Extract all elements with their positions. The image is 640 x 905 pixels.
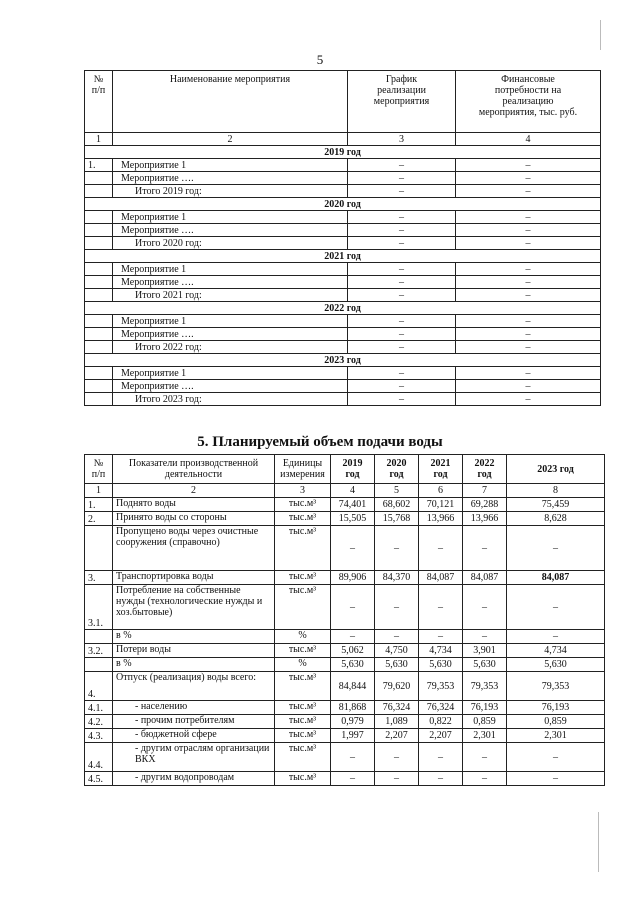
value-cell: –: [375, 630, 419, 644]
indicator-name: Отпуск (реализация) воды всего:: [113, 672, 275, 701]
table2-header-cell: 2022 год: [463, 455, 507, 484]
table1-row: [85, 315, 601, 328]
table1-colnum-cell: 4: [456, 133, 601, 146]
value-cell: –: [331, 630, 375, 644]
table2-row: [85, 715, 605, 729]
table1-colnum-cell: 3: [348, 133, 456, 146]
schedule-cell: –: [348, 211, 456, 224]
table1-row: [85, 380, 601, 393]
finance-cell: –: [456, 380, 601, 393]
scan-mark: [600, 20, 601, 50]
table2-colnum-cell: 2: [113, 484, 275, 498]
indicator-name: - населению: [113, 701, 275, 715]
indicator-name: Потери воды: [113, 644, 275, 658]
value-cell: 74,401: [331, 498, 375, 512]
row-number: [85, 224, 113, 237]
table1-year-row: [85, 354, 601, 367]
value-cell: 4,734: [419, 644, 463, 658]
value-cell: –: [331, 743, 375, 772]
row-number: [85, 380, 113, 393]
measure-name: Мероприятие ….: [113, 276, 348, 289]
row-number: [85, 328, 113, 341]
finance-cell: –: [456, 393, 601, 406]
table2-row: [85, 772, 605, 786]
value-cell: –: [507, 585, 605, 630]
unit-cell: тыс.м³: [275, 644, 331, 658]
table1-header-cell: Финансовые потребности на реализацию мероприятия, тыс. руб.: [456, 71, 601, 133]
value-cell: 0,859: [507, 715, 605, 729]
row-number: [85, 630, 113, 644]
schedule-cell: –: [348, 263, 456, 276]
table1-row: [85, 276, 601, 289]
value-cell: –: [331, 772, 375, 786]
indicator-name: - другим отраслям организации ВКХ: [113, 743, 275, 772]
schedule-cell: –: [348, 276, 456, 289]
value-cell: –: [507, 630, 605, 644]
value-cell: –: [463, 585, 507, 630]
value-cell: –: [331, 526, 375, 571]
row-number: 4.2.: [85, 715, 113, 729]
value-cell: –: [331, 585, 375, 630]
water-supply-table: [84, 454, 605, 786]
value-cell: 84,844: [331, 672, 375, 701]
measure-name: Мероприятие 1: [113, 211, 348, 224]
row-number: 4.4.: [85, 743, 113, 772]
row-number: [85, 237, 113, 250]
table1-header-cell: График реализации мероприятия: [348, 71, 456, 133]
value-cell: 68,602: [375, 498, 419, 512]
value-cell: 76,324: [419, 701, 463, 715]
unit-cell: тыс.м³: [275, 701, 331, 715]
finance-cell: –: [456, 263, 601, 276]
value-cell: 0,979: [331, 715, 375, 729]
table1-row: [85, 341, 601, 354]
year-heading: 2020 год: [85, 198, 601, 211]
value-cell: –: [419, 743, 463, 772]
table2-colnum-cell: 5: [375, 484, 419, 498]
table1-header-cell: № п/п: [85, 71, 113, 133]
value-cell: 84,087: [507, 571, 605, 585]
measure-name: Итого 2021 год:: [113, 289, 348, 302]
finance-cell: –: [456, 237, 601, 250]
measure-name: Итого 2022 год:: [113, 341, 348, 354]
table1-row: [85, 159, 601, 172]
section-title: 5. Планируемый объем подачи воды: [197, 434, 443, 450]
row-number: 1.: [85, 498, 113, 512]
indicator-name: - бюджетной сфере: [113, 729, 275, 743]
measure-name: Мероприятие ….: [113, 224, 348, 237]
table2-colnum-cell: 1: [85, 484, 113, 498]
row-number: 3.1.: [85, 585, 113, 630]
table2-row: [85, 630, 605, 644]
table2-row: [85, 585, 605, 630]
measure-name: Мероприятие 1: [113, 263, 348, 276]
value-cell: 0,859: [463, 715, 507, 729]
unit-cell: %: [275, 658, 331, 672]
value-cell: 76,324: [375, 701, 419, 715]
value-cell: –: [463, 630, 507, 644]
schedule-cell: –: [348, 367, 456, 380]
indicator-name: Пропущено воды через очистные сооружения (справочно): [113, 526, 275, 571]
value-cell: 2,207: [419, 729, 463, 743]
value-cell: –: [375, 743, 419, 772]
unit-cell: тыс.м³: [275, 498, 331, 512]
indicator-name: - прочим потребителям: [113, 715, 275, 729]
value-cell: 13,966: [463, 512, 507, 526]
year-heading: 2022 год: [85, 302, 601, 315]
row-number: 2.: [85, 512, 113, 526]
finance-cell: –: [456, 224, 601, 237]
row-number: 4.: [85, 672, 113, 701]
value-cell: 5,630: [375, 658, 419, 672]
schedule-cell: –: [348, 172, 456, 185]
unit-cell: тыс.м³: [275, 772, 331, 786]
measure-name: Мероприятие ….: [113, 380, 348, 393]
value-cell: 76,193: [463, 701, 507, 715]
value-cell: –: [375, 585, 419, 630]
value-cell: –: [419, 772, 463, 786]
value-cell: 1,997: [331, 729, 375, 743]
value-cell: 84,370: [375, 571, 419, 585]
unit-cell: тыс.м³: [275, 585, 331, 630]
value-cell: –: [507, 772, 605, 786]
value-cell: 5,062: [331, 644, 375, 658]
value-cell: 4,750: [375, 644, 419, 658]
schedule-cell: –: [348, 380, 456, 393]
value-cell: –: [463, 743, 507, 772]
value-cell: 79,353: [507, 672, 605, 701]
value-cell: 79,353: [419, 672, 463, 701]
table2-colnum-cell: 3: [275, 484, 331, 498]
schedule-cell: –: [348, 315, 456, 328]
finance-cell: –: [456, 276, 601, 289]
row-number: 1.: [85, 159, 113, 172]
table1-year-row: [85, 250, 601, 263]
table1-header-row: [85, 71, 601, 133]
unit-cell: тыс.м³: [275, 512, 331, 526]
unit-cell: %: [275, 630, 331, 644]
value-cell: 76,193: [507, 701, 605, 715]
row-number: [85, 211, 113, 224]
value-cell: 5,630: [419, 658, 463, 672]
year-heading: 2021 год: [85, 250, 601, 263]
table1-row: [85, 393, 601, 406]
value-cell: 2,207: [375, 729, 419, 743]
table1-row: [85, 224, 601, 237]
value-cell: 15,768: [375, 512, 419, 526]
value-cell: 75,459: [507, 498, 605, 512]
table1-colnum-cell: 2: [113, 133, 348, 146]
value-cell: 2,301: [507, 729, 605, 743]
table2-header-cell: № п/п: [85, 455, 113, 484]
row-number: [85, 367, 113, 380]
measure-name: Итого 2019 год:: [113, 185, 348, 198]
table2-colnum-row: [85, 484, 605, 498]
table2-row: [85, 526, 605, 571]
table2-row: [85, 743, 605, 772]
table1-row: [85, 185, 601, 198]
row-number: [85, 658, 113, 672]
table2-header-cell: 2020 год: [375, 455, 419, 484]
indicator-name: Транспортировка воды: [113, 571, 275, 585]
row-number: 4.1.: [85, 701, 113, 715]
value-cell: –: [507, 743, 605, 772]
value-cell: 81,868: [331, 701, 375, 715]
measure-name: Мероприятие ….: [113, 328, 348, 341]
value-cell: –: [419, 526, 463, 571]
schedule-cell: –: [348, 159, 456, 172]
finance-cell: –: [456, 289, 601, 302]
table1-header-cell: Наименование мероприятия: [113, 71, 348, 133]
scan-mark: [598, 812, 599, 872]
row-number: [85, 185, 113, 198]
row-number: [85, 341, 113, 354]
table1-row: [85, 172, 601, 185]
table1-row: [85, 263, 601, 276]
value-cell: –: [463, 526, 507, 571]
finance-cell: –: [456, 315, 601, 328]
schedule-cell: –: [348, 224, 456, 237]
table2-row: [85, 672, 605, 701]
table1-year-row: [85, 198, 601, 211]
finance-cell: –: [456, 211, 601, 224]
table1-row: [85, 289, 601, 302]
value-cell: 8,628: [507, 512, 605, 526]
page-number: 5: [316, 52, 324, 67]
measure-name: Мероприятие ….: [113, 172, 348, 185]
schedule-cell: –: [348, 289, 456, 302]
unit-cell: тыс.м³: [275, 743, 331, 772]
row-number: [85, 526, 113, 571]
value-cell: 2,301: [463, 729, 507, 743]
value-cell: 1,089: [375, 715, 419, 729]
measure-name: Итого 2023 год:: [113, 393, 348, 406]
value-cell: –: [463, 772, 507, 786]
value-cell: –: [419, 630, 463, 644]
indicator-name: в %: [113, 658, 275, 672]
table2-colnum-cell: 7: [463, 484, 507, 498]
indicator-name: Потребление на собственные нужды (технологические нужды и хоз.бытовые): [113, 585, 275, 630]
table2-header-cell: 2021 год: [419, 455, 463, 484]
measure-name: Итого 2020 год:: [113, 237, 348, 250]
row-number: [85, 289, 113, 302]
finance-cell: –: [456, 159, 601, 172]
value-cell: 70,121: [419, 498, 463, 512]
schedule-cell: –: [348, 393, 456, 406]
table2-row: [85, 729, 605, 743]
table1-year-row: [85, 146, 601, 159]
unit-cell: тыс.м³: [275, 526, 331, 571]
value-cell: 79,620: [375, 672, 419, 701]
measures-table: [84, 70, 601, 406]
value-cell: 69,288: [463, 498, 507, 512]
value-cell: –: [375, 772, 419, 786]
table2-header-cell: Показатели производственной деятельности: [113, 455, 275, 484]
table2-header-cell: 2019 год: [331, 455, 375, 484]
table2-colnum-cell: 6: [419, 484, 463, 498]
table2-row: [85, 571, 605, 585]
value-cell: 15,505: [331, 512, 375, 526]
table2-row: [85, 644, 605, 658]
measure-name: Мероприятие 1: [113, 159, 348, 172]
row-number: 4.5.: [85, 772, 113, 786]
finance-cell: –: [456, 367, 601, 380]
table1-colnum-cell: 1: [85, 133, 113, 146]
value-cell: 5,630: [507, 658, 605, 672]
table2-row: [85, 658, 605, 672]
year-heading: 2019 год: [85, 146, 601, 159]
row-number: [85, 276, 113, 289]
unit-cell: тыс.м³: [275, 672, 331, 701]
table2-header-row: [85, 455, 605, 484]
value-cell: –: [375, 526, 419, 571]
schedule-cell: –: [348, 185, 456, 198]
schedule-cell: –: [348, 328, 456, 341]
indicator-name: Поднято воды: [113, 498, 275, 512]
finance-cell: –: [456, 328, 601, 341]
table2-header-cell: Единицы измерения: [275, 455, 331, 484]
unit-cell: тыс.м³: [275, 571, 331, 585]
row-number: [85, 172, 113, 185]
table1-row: [85, 237, 601, 250]
value-cell: 5,630: [463, 658, 507, 672]
row-number: 4.3.: [85, 729, 113, 743]
value-cell: 84,087: [419, 571, 463, 585]
schedule-cell: –: [348, 341, 456, 354]
row-number: 3.2.: [85, 644, 113, 658]
value-cell: 13,966: [419, 512, 463, 526]
table1-row: [85, 211, 601, 224]
finance-cell: –: [456, 172, 601, 185]
value-cell: 3,901: [463, 644, 507, 658]
value-cell: 0,822: [419, 715, 463, 729]
measure-name: Мероприятие 1: [113, 315, 348, 328]
row-number: [85, 263, 113, 276]
table2-row: [85, 512, 605, 526]
value-cell: –: [507, 526, 605, 571]
value-cell: 89,906: [331, 571, 375, 585]
row-number: [85, 393, 113, 406]
table2-header-cell: 2023 год: [507, 455, 605, 484]
value-cell: 5,630: [331, 658, 375, 672]
schedule-cell: –: [348, 237, 456, 250]
value-cell: 79,353: [463, 672, 507, 701]
table2-row: [85, 701, 605, 715]
indicator-name: Принято воды со стороны: [113, 512, 275, 526]
indicator-name: в %: [113, 630, 275, 644]
year-heading: 2023 год: [85, 354, 601, 367]
indicator-name: - другим водопроводам: [113, 772, 275, 786]
finance-cell: –: [456, 341, 601, 354]
table2-row: [85, 498, 605, 512]
measure-name: Мероприятие 1: [113, 367, 348, 380]
row-number: [85, 315, 113, 328]
value-cell: –: [419, 585, 463, 630]
table1-colnum-row: [85, 133, 601, 146]
table1-row: [85, 328, 601, 341]
row-number: 3.: [85, 571, 113, 585]
table1-year-row: [85, 302, 601, 315]
table2-colnum-cell: 8: [507, 484, 605, 498]
table2-colnum-cell: 4: [331, 484, 375, 498]
value-cell: 4,734: [507, 644, 605, 658]
value-cell: 84,087: [463, 571, 507, 585]
unit-cell: тыс.м³: [275, 715, 331, 729]
table1-row: [85, 367, 601, 380]
finance-cell: –: [456, 185, 601, 198]
unit-cell: тыс.м³: [275, 729, 331, 743]
